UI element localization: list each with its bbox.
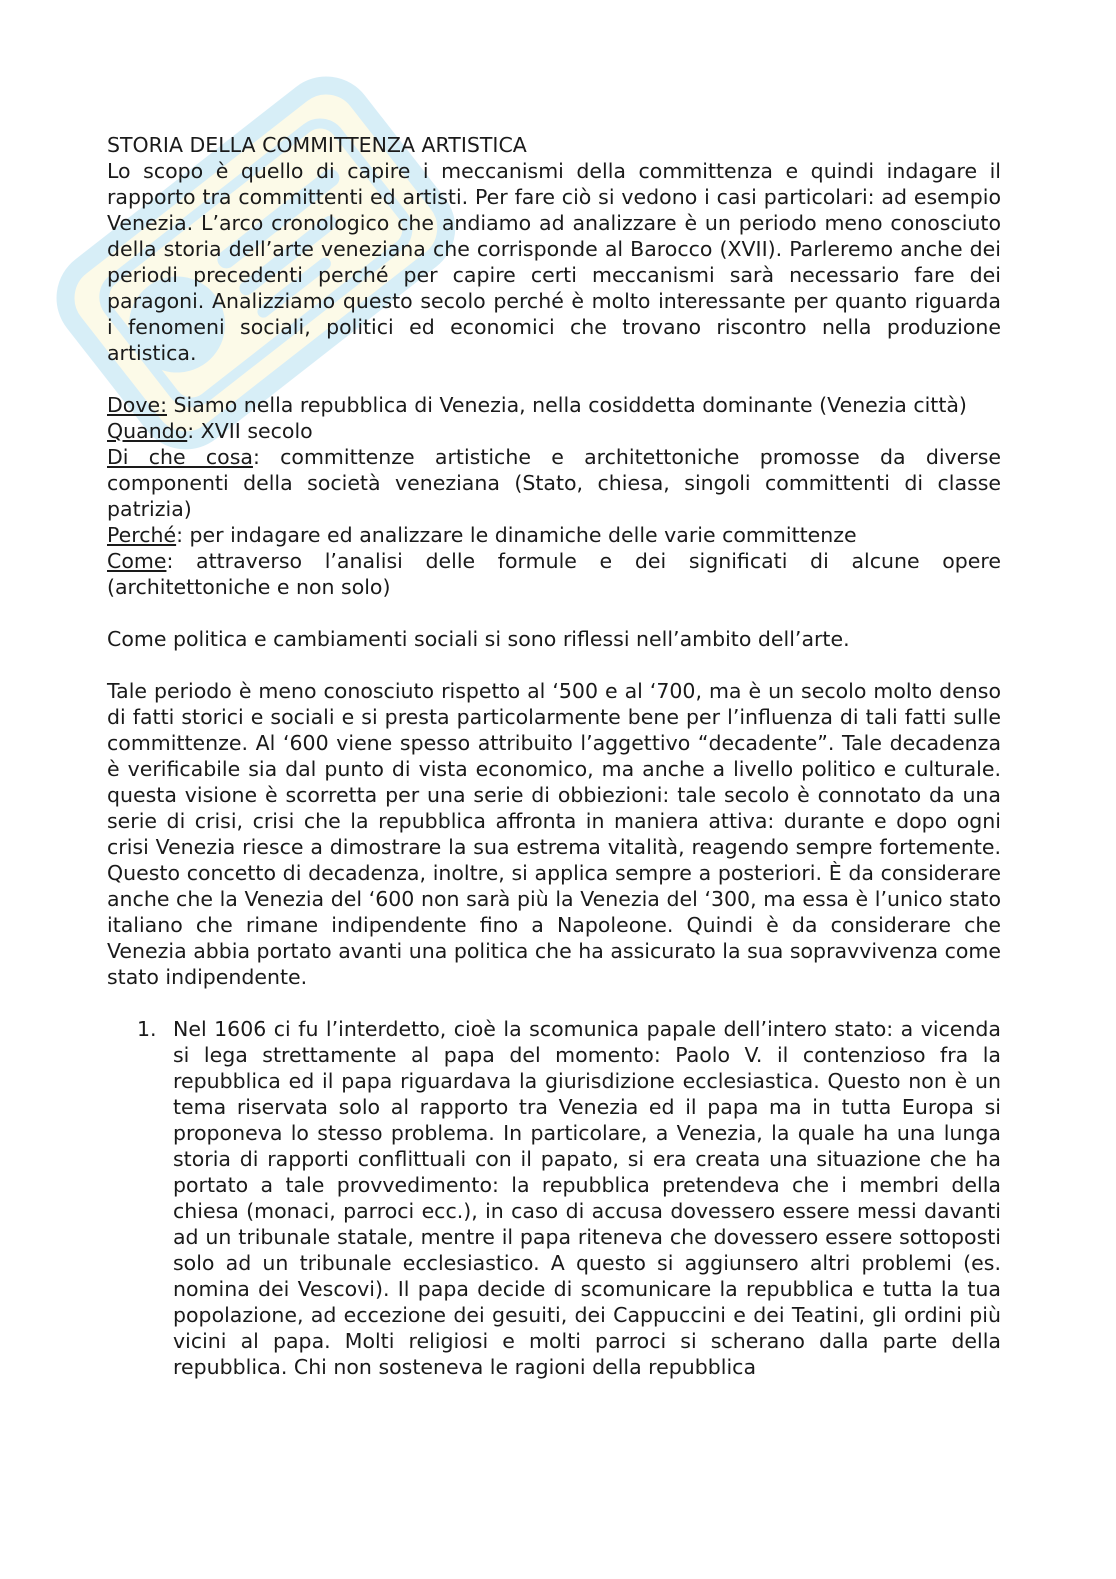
period-paragraph: Tale periodo è meno conosciuto rispetto al ‘500 e al ‘700, ma è un secolo molto denso di fatti storici e sociali e si presta particolarmente bene per l’influenza di tali fatti sulle committenze. Al ‘600 viene spesso attribuito l’aggettivo “decadente”. Tale decadenza è verificabile sia dal punto di vista economico, ma anche a livello politico e culturale. questa visione è scorretta per una serie di obbiezioni: tale secolo è connotato da una serie di crisi, crisi che la repubblica affronta in maniera attiva: durante e dopo ogni crisi Venezia riesce a dimostrare la sua estrema vitalità, reagendo sempre fortemente. Questo concetto di decadenza, inoltre, si applica sempre a posteriori. È da considerare anche che la Venezia del ‘600 non sarà più la Venezia del ‘300, ma essa è l’unico stato italiano che rimane indipendente fino a Napoleone. Quindi è da considerare che Venezia abbia portato avanti una politica che ha assicurato la sua sopravvivenza come stato indipendente.: [107, 679, 1001, 989]
list-item-text: Nel 1606 ci fu l’interdetto, cioè la scomunica papale dell’intero stato: a vicenda si lega strettamente al papa del momento: Paolo V. il contenzioso fra la repubblica ed il papa riguardava la giurisdizione ecclesiastica. Questo non è un tema riservata solo al rapporto tra Venezia ed il papa ma in tutta Europa si proponeva lo stesso problema. In particolare, a Venezia, la quale ha una lunga storia di rapporti conflittuali con il papato, si era creata una situazione che ha portato a tale provvedimento: la repubblica pretendeva che i membri della chiesa (monaci, parroci ecc.), in caso di accusa dovessero essere messi davanti ad un tribunale statale, mentre il papa riteneva che dovessero essere sottoposti solo ad un tribunale ecclesiastico. A questo si aggiunsero altri problemi (es. nomina dei Vescovi). Il papa decide di scomunicare la repubblica e tutta la tua popolazione, ad eccezione dei gesuiti, dei Cappuccini e dei Teatini, gli ordini più vicini al papa. Molti religiosi e molti parroci si scherano dalla parte della repubblica. Chi non sosteneva le ragioni della repubblica: [173, 1017, 1001, 1379]
fact-label: Di che cosa: [107, 445, 253, 469]
document-title: STORIA DELLA COMMITTENZA ARTISTICA: [107, 133, 527, 157]
fact-label: Come: [107, 549, 167, 573]
spacer: [107, 366, 1001, 392]
numbered-list: [107, 1016, 1001, 1380]
document-page: [107, 132, 1001, 1380]
list-item: [107, 1016, 1001, 1380]
fact-label: Perché: [107, 523, 177, 547]
fact-perche: [107, 522, 1001, 548]
fact-quando: [107, 418, 1001, 444]
fact-di-che-cosa: [107, 444, 1001, 522]
fact-text: : committenze artistiche e architettoniche promosse da diverse componenti della società veneziana (Stato, chiesa, singoli committenti di classe patrizia): [107, 445, 1002, 521]
summary-line: Come politica e cambiamenti sociali si sono riflessi nell’ambito dell’arte.: [107, 627, 850, 651]
facts-block: [107, 392, 1001, 600]
intro-paragraph: Lo scopo è quello di capire i meccanismi della committenza e quindi indagare il rapporto tra committenti ed artisti. Per fare ciò si vedono i casi particolari: ad esempio Venezia. L’arco cronologico che andiamo ad analizzare è un periodo meno conosciuto della storia dell’arte veneziana che corrisponde al Barocco (XVII). Parleremo anche dei periodi precedenti perché per capire certi meccanismi sarà necessario fare dei paragoni. Analizziamo questo secolo perché è molto interessante per quanto riguarda i fenomeni sociali, politici ed economici che trovano riscontro nella produzione artistica.: [107, 159, 1001, 365]
fact-label: Dove:: [107, 393, 167, 417]
spacer: [107, 600, 1001, 626]
fact-text: : XVII secolo: [187, 419, 313, 443]
list-item-number: 1.: [137, 1017, 157, 1041]
fact-dove: [107, 392, 1001, 418]
fact-text: : per indagare ed analizzare le dinamiche delle varie committenze: [176, 523, 857, 547]
fact-text: Siamo nella repubblica di Venezia, nella cosiddetta dominante (Venezia città): [166, 393, 967, 417]
fact-label: Quando: [107, 419, 188, 443]
fact-text: : attraverso l’analisi delle formule e dei significati di alcune opere (architettoniche e non solo): [107, 549, 1001, 599]
fact-come: [107, 548, 1001, 600]
spacer: [107, 652, 1001, 678]
